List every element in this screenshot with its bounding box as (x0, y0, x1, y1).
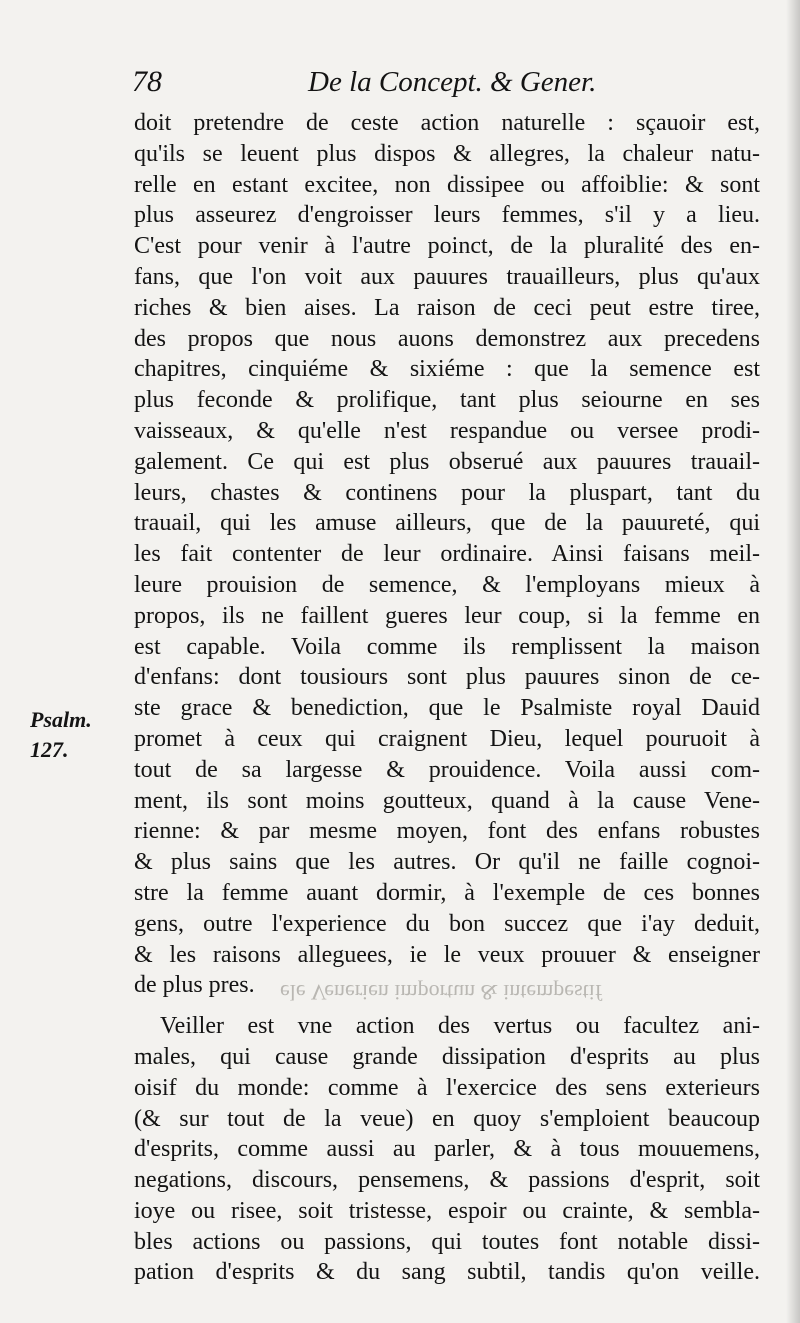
paragraph-1 (134, 108, 760, 1001)
text-line: ioye ou risee, soit tristesse, espoir ou crainte, & sembla- (134, 1197, 760, 1224)
text-line: bles actions ou passions, qui toutes font notable dissi- (134, 1228, 760, 1255)
page-number: 78 (132, 65, 162, 98)
text-line: ste grace & benediction, que le Psalmiste royal Dauid (134, 695, 760, 722)
text-line: galement. Ce qui est plus obserué aux pauures trauail- (134, 448, 760, 475)
text-line: trauail, qui les amuse ailleurs, que de la pauureté, qui (134, 510, 760, 537)
text-line: des propos que nous auons demonstrez aux precedens (134, 325, 760, 352)
text-line: d'enfans: dont tousiours sont plus pauures sinon de ce- (134, 664, 760, 691)
text-line: promet à ceux qui craignent Dieu, lequel pouruoit à (134, 725, 760, 752)
margin-note (30, 705, 100, 765)
text-line: pation d'esprits & du sang subtil, tandis qu'on veille. (134, 1259, 760, 1286)
text-line: plus asseurez d'engroisser leurs femmes, s'il y a lieu. (134, 202, 760, 229)
paragraph-2 (134, 1011, 760, 1288)
text-line: fans, que l'on voit aux pauures trauailleurs, plus qu'aux (134, 263, 760, 290)
text-line: est capable. Voila comme ils remplissent la maison (134, 633, 760, 660)
text-line: d'esprits, comme aussi au parler, & à tous mouuemens, (134, 1136, 760, 1163)
text-line: qu'ils se leuent plus dispos & allegres, la chaleur natu- (134, 140, 760, 167)
text-line: C'est pour venir à l'autre poinct, de la pluralité des en- (134, 233, 760, 260)
text-line: stre la femme auant dormir, à l'exemple de ces bonnes (134, 879, 760, 906)
text-line: vaisseaux, & qu'elle n'est respandue ou versee prodi- (134, 417, 760, 444)
text-line: males, qui cause grande dissipation d'esprits au plus (134, 1043, 760, 1070)
page-edge-shadow (786, 0, 800, 1323)
text-line: & les raisons alleguees, ie le veux prouuer & enseigner (134, 941, 760, 968)
bleed-through-text: ele Venerien importun & intempestif (280, 980, 603, 1005)
body-text (134, 108, 760, 1288)
text-line: propos, ils ne faillent gueres leur coup, si la femme en (134, 602, 760, 629)
text-line: rienne: & par mesme moyen, font des enfans robustes (134, 818, 760, 845)
text-line: oisif du monde: comme à l'exercice des sens exterieurs (134, 1074, 760, 1101)
text-line: riches & bien aises. La raison de ceci peut estre tiree, (134, 294, 760, 321)
text-line: de plus pres. (134, 972, 255, 999)
text-line: leurs, chastes & continens pour la pluspart, tant du (134, 479, 760, 506)
text-line: plus feconde & prolifique, tant plus seiourne en ses (134, 387, 760, 414)
text-line: ment, ils sont moins goutteux, quand à la cause Vene- (134, 787, 760, 814)
text-line: (& sur tout de la veue) en quoy s'emploient beaucoup (134, 1105, 760, 1132)
margin-note-line: 127. (30, 737, 69, 762)
text-line: les fait contenter de leur ordinaire. Ainsi faisans meil- (134, 541, 760, 568)
margin-note-line: Psalm. (30, 707, 92, 732)
running-title: De la Concept. & Gener. (308, 66, 597, 98)
page-header (132, 62, 752, 102)
paragraph-gap (134, 1001, 760, 1011)
text-line: relle en estant excitee, non dissipee ou affoiblie: & sont (134, 171, 760, 198)
text-line: leure prouision de semence, & l'employans mieux à (134, 571, 760, 598)
text-line: negations, discours, pensemens, & passions d'esprit, soit (134, 1167, 760, 1194)
text-line: gens, outre l'experience du bon succez que i'ay deduit, (134, 910, 760, 937)
text-line: doit pretendre de ceste action naturelle : sçauoir est, (134, 110, 760, 136)
text-line: chapitres, cinquiéme & sixiéme : que la semence est (134, 356, 760, 383)
text-line: Veiller est vne action des vertus ou facultez ani- (160, 1013, 760, 1040)
text-line: & plus sains que les autres. Or qu'il ne faille cognoi- (134, 849, 760, 876)
text-line: tout de sa largesse & prouidence. Voila aussi com- (134, 756, 760, 783)
